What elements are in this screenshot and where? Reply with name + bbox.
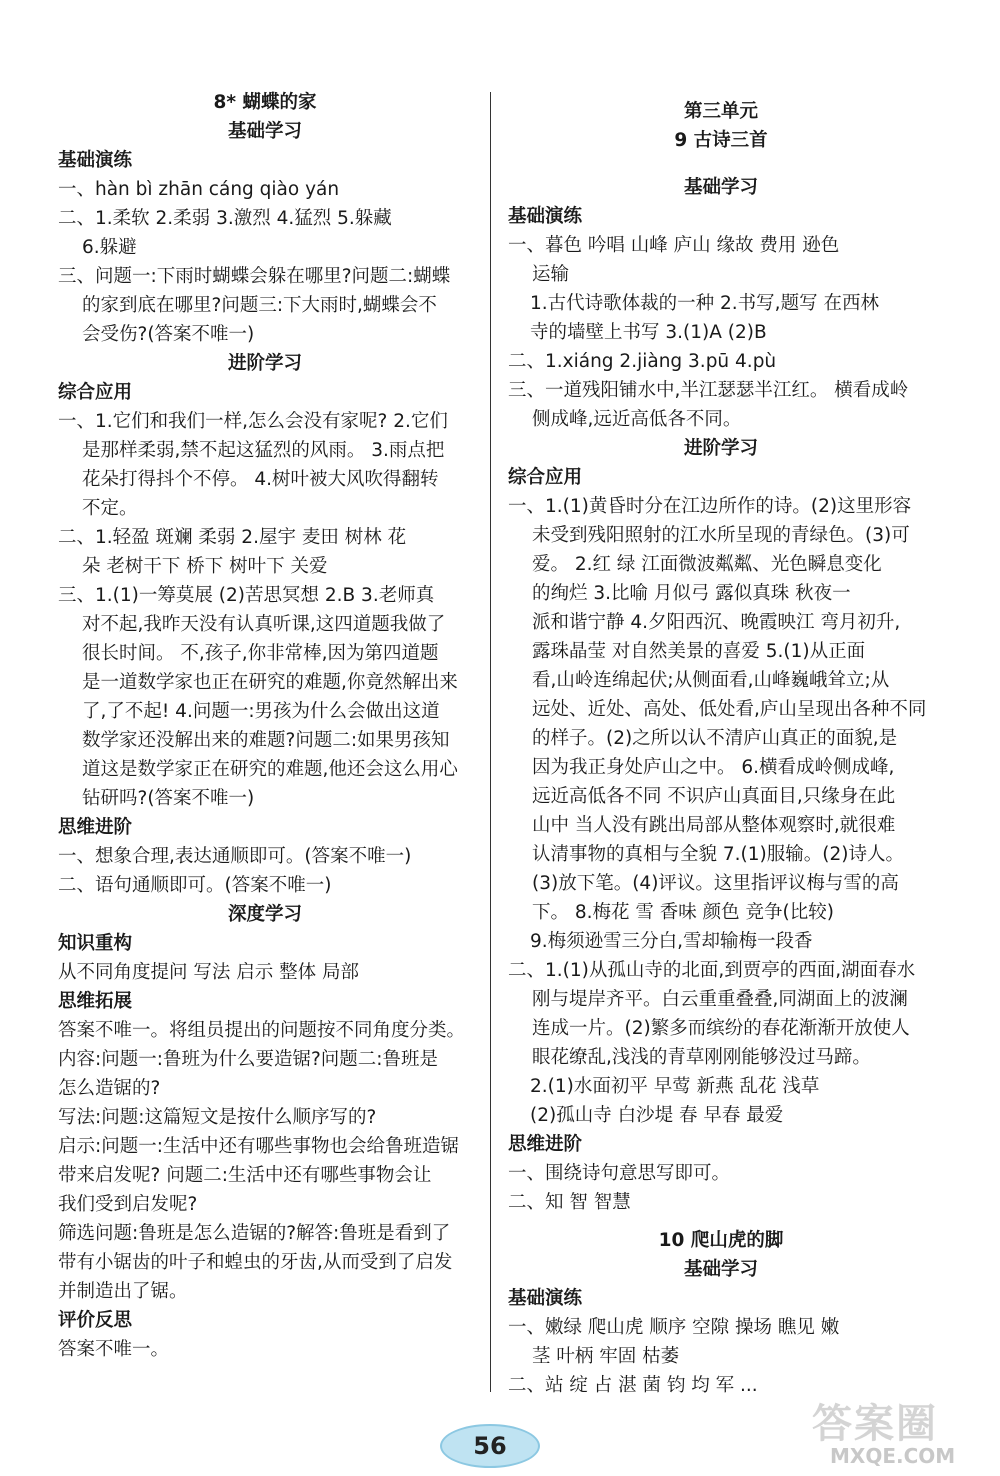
- watermark-logo: [812, 1392, 992, 1472]
- sub-heading: 综合应用: [508, 467, 583, 488]
- sub-heading: 基础演练: [508, 1288, 583, 1309]
- answer-line: 了,了不起! 4.问题一:男孩为什么会做出这道: [82, 701, 440, 722]
- answer-line: 9.梅须逊雪三分白,雪却输梅一段香: [530, 931, 813, 952]
- sub-heading: 知识重构: [58, 933, 133, 954]
- section-heading: 进阶学习: [683, 438, 758, 459]
- sub-heading: 思维进阶: [508, 1134, 583, 1155]
- answer-line: 花朵打得抖个不停。 4.树叶被大风吹得翻转: [82, 469, 439, 490]
- answer-line: 并制造出了锯。: [58, 1281, 188, 1302]
- lesson-title: 10 爬山虎的脚: [658, 1230, 784, 1251]
- answer-line: 的家到底在哪里?问题三:下大雨时,蝴蝶会不: [82, 295, 437, 316]
- answer-line: 一、1.(1)黄昏时分在江边所作的诗。(2)这里形容: [508, 496, 912, 517]
- page-number: 56: [440, 1424, 540, 1468]
- answer-line: (3)放下笔。(4)评议。这里指评议梅与雪的高: [532, 873, 899, 894]
- answer-line: 一、围绕诗句意思写即可。: [508, 1163, 731, 1184]
- section-heading: 基础学习: [683, 177, 758, 198]
- answer-line: 三、问题一:下雨时蝴蝶会躲在哪里?问题二:蝴蝶: [58, 266, 451, 287]
- answer-line: 二、1.xiáng 2.jiàng 3.pū 4.pù: [508, 351, 777, 372]
- answer-line: 钻研吗?(答案不唯一): [82, 788, 255, 809]
- answer-line: 对不起,我昨天没有认真听课,这四道题我做了: [82, 614, 446, 635]
- section-heading: 基础学习: [227, 121, 302, 142]
- section-heading: 基础学习: [683, 1259, 758, 1280]
- answer-line: 是那样柔弱,禁不起这猛烈的风雨。 3.雨点把: [82, 440, 445, 461]
- answer-line: 是一道数学家也正在研究的难题,你竟然解出来: [82, 672, 458, 693]
- sub-heading: 综合应用: [58, 382, 133, 403]
- answer-line: 爱。 2.红 绿 江面微波粼粼、光色瞬息变化: [532, 554, 882, 575]
- answer-line: 侧成峰,远近高低各不同。: [532, 409, 742, 430]
- answer-line: 山中 当人没有跳出局部从整体观察时,就很难: [532, 815, 896, 836]
- answer-line: 看,山岭连绵起伏;从侧面看,山峰巍峨耸立;从: [532, 670, 890, 691]
- answer-line: 一、暮色 吟唱 山峰 庐山 缘故 费用 逊色: [508, 235, 840, 256]
- answer-line: 运输: [532, 264, 570, 285]
- answer-line: 答案不唯一。将组员提出的问题按不同角度分类。: [58, 1020, 466, 1041]
- answer-line: 远处、近处、高处、低处看,庐山呈现出各种不同: [532, 699, 927, 720]
- section-heading: 深度学习: [227, 904, 302, 925]
- answer-line: 寺的墙壁上书写 3.(1)A (2)B: [530, 322, 767, 343]
- sub-heading: 基础演练: [508, 206, 583, 227]
- answer-line: 2.(1)水面初平 早莺 新燕 乱花 浅草: [530, 1076, 820, 1097]
- answer-line: 的绚烂 3.比喻 月似弓 露似真珠 秋夜一: [532, 583, 851, 604]
- answer-line: 朵 老树干下 桥下 树叶下 关爱: [82, 556, 328, 577]
- left-column: [58, 88, 472, 1364]
- sub-heading: 评价反思: [58, 1310, 133, 1331]
- answer-line: 从不同角度提问 写法 启示 整体 局部: [58, 962, 360, 983]
- watermark-text: 答案圈: [812, 1401, 938, 1447]
- answer-line: 一、想象合理,表达通顺即可。(答案不唯一): [58, 846, 412, 867]
- answer-line: 怎么造锯的?: [58, 1078, 161, 1099]
- answer-line: 二、1.轻盈 斑斓 柔弱 2.屋宇 麦田 树林 花: [58, 527, 407, 548]
- lesson-title: 9 古诗三首: [674, 130, 768, 151]
- answer-line: 一、hàn bì zhān cáng qiào yán: [58, 179, 340, 200]
- answer-line: 三、1.(1)一筹莫展 (2)苦思冥想 2.B 3.老师真: [58, 585, 435, 606]
- answer-line: 一、嫩绿 爬山虎 顺序 空隙 操场 瞧见 嫩: [508, 1317, 840, 1338]
- answer-line: 远近高低各不同 不识庐山真面目,只缘身在此: [532, 786, 896, 807]
- answer-line: 数学家还没解出来的难题?问题二:如果男孩知: [82, 730, 450, 751]
- answer-line: 连成一片。(2)繁多而缤纷的春花渐渐开放使人: [532, 1018, 910, 1039]
- answer-line: 写法:问题:这篇短文是按什么顺序写的?: [58, 1107, 377, 1128]
- answer-line: 露珠晶莹 对自然美景的喜爱 5.(1)从正面: [532, 641, 866, 662]
- answer-line: 答案不唯一。: [58, 1339, 170, 1360]
- answer-line: 一、1.它们和我们一样,怎么会没有家呢? 2.它们: [58, 411, 448, 432]
- answer-line: 二、知 智 智慧: [508, 1192, 631, 1213]
- answer-line: 眼花缭乱,浅浅的青草刚刚能够没过马蹄。: [532, 1047, 871, 1068]
- answer-line: 带有小锯齿的叶子和蝗虫的牙齿,从而受到了启发: [58, 1252, 453, 1273]
- answer-line: 二、站 绽 占 湛 菌 钧 均 军 ...: [508, 1375, 758, 1396]
- answer-line: 道这是数学家正在研究的难题,他还会这么用心: [82, 759, 458, 780]
- answer-line: 启示:问题一:生活中还有哪些事物也会给鲁班造锯: [58, 1136, 459, 1157]
- answer-line: 下。 8.梅花 雪 香味 颜色 竞争(比较): [532, 902, 834, 923]
- right-column: [508, 88, 934, 1400]
- answer-line: 二、语句通顺即可。(答案不唯一): [58, 875, 332, 896]
- sub-heading: 基础演练: [58, 150, 133, 171]
- answer-line: 的样子。(2)之所以认不清庐山真正的面貌,是: [532, 728, 898, 749]
- column-divider: [490, 92, 491, 1392]
- answer-line: 因为我正身处庐山之中。 6.横看成岭侧成峰,: [532, 757, 895, 778]
- answer-line: 我们受到启发呢?: [58, 1194, 198, 1215]
- answer-line: 未受到残阳照射的江水所呈现的青绿色。(3)可: [532, 525, 910, 546]
- answer-line: 茎 叶柄 牢固 枯萎: [532, 1346, 680, 1367]
- watermark-url: MXQE.COM: [830, 1444, 956, 1468]
- answer-line: 二、1.(1)从孤山寺的北面,到贾亭的西面,湖面春水: [508, 960, 916, 981]
- answer-line: 内容:问题一:鲁班为什么要造锯?问题二:鲁班是: [58, 1049, 439, 1070]
- sub-heading: 思维拓展: [58, 991, 133, 1012]
- sub-heading: 思维进阶: [58, 817, 133, 838]
- answer-line: 认清事物的真相与全貌 7.(1)服输。(2)诗人。: [532, 844, 904, 865]
- answer-line: 三、一道残阳铺水中,半江瑟瑟半江红。 横看成岭: [508, 380, 909, 401]
- answer-line: 不定。: [82, 498, 138, 519]
- answer-line: 带来启发呢? 问题二:生活中还有哪些事物会让: [58, 1165, 432, 1186]
- answer-line: 刚与堤岸齐平。白云重重叠叠,同湖面上的波澜: [532, 989, 908, 1010]
- answer-line: 二、1.柔软 2.柔弱 3.激烈 4.猛烈 5.躲藏: [58, 208, 392, 229]
- answer-line: 很长时间。 不,孩子,你非常棒,因为第四道题: [82, 643, 439, 664]
- answer-line: (2)孤山寺 白沙堤 春 早春 最爱: [530, 1105, 784, 1126]
- lesson-title: 8* 蝴蝶的家: [213, 92, 317, 113]
- answer-line: 6.躲避: [82, 237, 137, 258]
- answer-line: 会受伤?(答案不唯一): [82, 324, 255, 345]
- answer-line: 1.古代诗歌体裁的一种 2.书写,题写 在西林: [530, 293, 879, 314]
- answer-line: 筛选问题:鲁班是怎么造锯的?解答:鲁班是看到了: [58, 1223, 451, 1244]
- section-heading: 进阶学习: [227, 353, 302, 374]
- unit-title: 第三单元: [683, 101, 758, 122]
- answer-line: 派和谐宁静 4.夕阳西沉、晚霞映江 弯月初升,: [532, 612, 901, 633]
